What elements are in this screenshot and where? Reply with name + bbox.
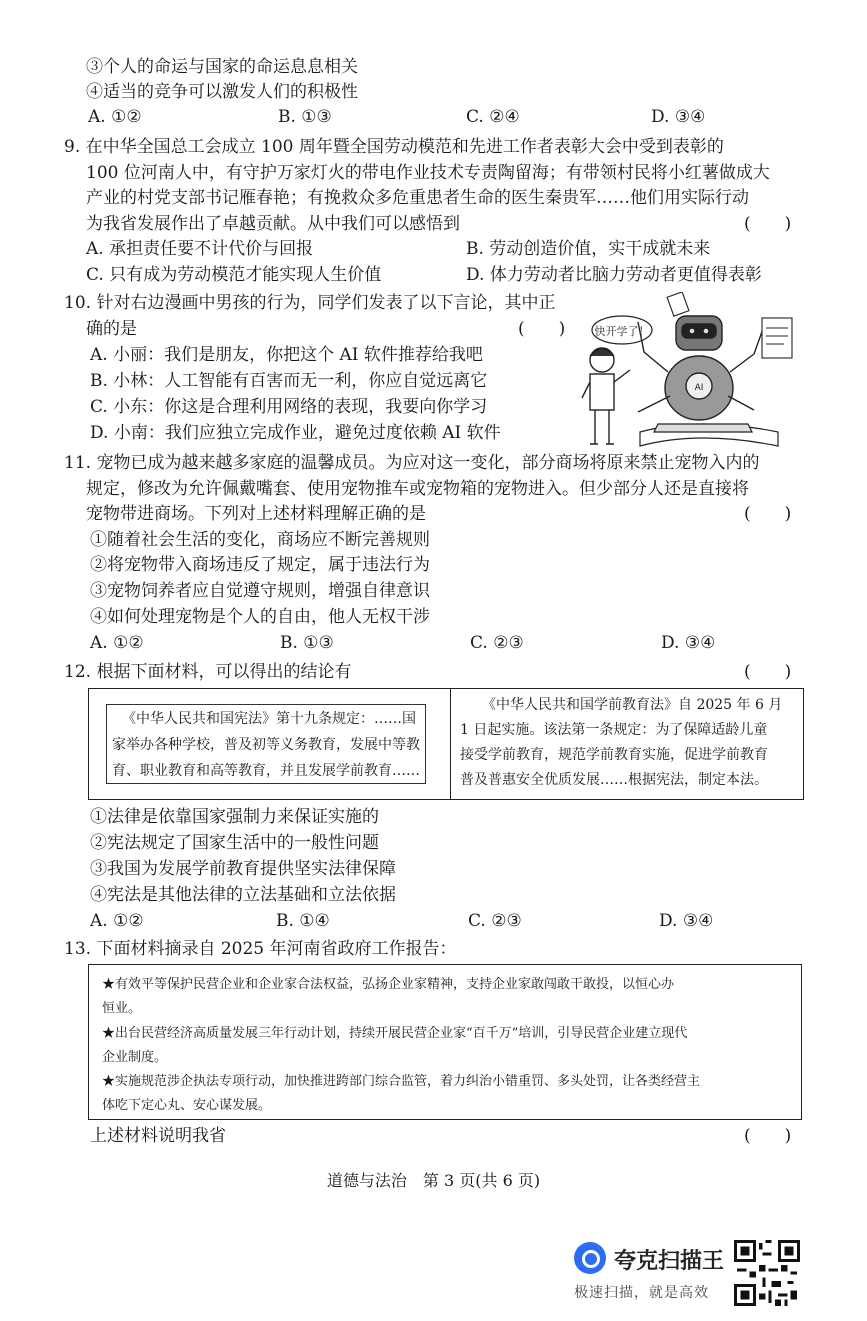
preschool-law-text-4: 普及普惠安全优质发展……根据宪法，制定本法。 <box>460 772 768 788</box>
q9-option-d: D. 体力劳动者比脑力劳动者更值得表彰 <box>466 265 762 285</box>
boy-figure <box>582 348 630 444</box>
q11-line-3: 宠物带进商场。下列对上述材料理解正确的是 <box>86 504 426 524</box>
option-c: C. ②③ <box>468 911 522 931</box>
option-d: D. ③④ <box>651 107 706 127</box>
preschool-law-text-1: 《中华人民共和国学前教育法》自 2025 年 6 月 <box>482 697 783 713</box>
option-c: C. ②④ <box>466 107 520 127</box>
q11-line-1: 11. 宠物已成为越来越多家庭的温馨成员。为应对这一变化，部分商场将原来禁止宠物入内的 <box>64 453 760 473</box>
q12-box-divider <box>450 688 451 800</box>
option-a: A. ①② <box>88 107 142 127</box>
statement-4: ④适当的竞争可以激发人们的积极性 <box>86 82 358 102</box>
q13-answer-blank[interactable]: ( ) <box>744 1126 792 1146</box>
q9-option-a: A. 承担责任要不计代价与回报 <box>86 239 314 259</box>
q13-tail: 上述材料说明我省 <box>90 1126 226 1146</box>
q11-answer-blank[interactable]: ( ) <box>744 504 792 524</box>
q9-line-3: 产业的村党支部书记雁春艳；有挽救众多危重患者生命的医生秦贵军……他们用实际行动 <box>86 188 749 208</box>
q9-line-1: 9. 在中华全国总工会成立 100 周年暨全国劳动模范和先进工作者表彰大会中受到表彰的 <box>64 137 724 157</box>
q12-statement-3: ③我国为发展学前教育提供坚实法律保障 <box>90 859 396 879</box>
q11-statement-2: ②将宠物带入商场违反了规定，属于违法行为 <box>90 555 430 575</box>
q11-statement-1: ①随着社会生活的变化，商场应不断完善规则 <box>90 530 430 550</box>
q10-line-1: 10. 针对右边漫画中男孩的行为，同学们发表了以下言论，其中正 <box>64 293 556 313</box>
page-footer: 道德与法治 第 3 页(共 6 页) <box>326 1171 541 1190</box>
report-text-5: ★实施规范涉企执法专项行动，加快推进跨部门综合监管，着力纠治小错重罚、多头处罚，让各类经营主 <box>102 1074 701 1089</box>
q9-option-c: C. 只有成为劳动模范才能实现人生价值 <box>86 265 382 285</box>
q10-answer-blank[interactable]: ( ) <box>518 319 566 339</box>
q12-answer-blank[interactable]: ( ) <box>744 662 792 682</box>
option-d: D. ③④ <box>659 911 714 931</box>
ai-cartoon-illustration <box>578 292 808 450</box>
q12-statement-2: ②宪法规定了国家生活中的一般性问题 <box>90 833 379 853</box>
preschool-law-text-2: 1 日起实施。该法第一条规定：为了保障适龄儿童 <box>460 722 768 738</box>
option-b: B. ①③ <box>280 633 334 653</box>
report-text-3: ★出台民营经济高质量发展三年行动计划，持续开展民营企业家“百千万”培训，引导民营企业建立现代 <box>102 1026 688 1041</box>
q10-line-2: 确的是 <box>86 319 137 339</box>
q9-answer-blank[interactable]: ( ) <box>744 214 792 234</box>
preschool-law-text-3: 接受学前教育，规范学前教育实施，促进学前教育 <box>460 747 768 763</box>
q9-option-b: B. 劳动创造价值，实干成就未来 <box>466 239 711 259</box>
report-text-2: 恒业。 <box>102 1001 142 1016</box>
constitution-text-3: 育、职业教育和高等教育，并且发展学前教育…… <box>112 763 420 779</box>
report-text-1: ★有效平等保护民营企业和企业家合法权益，弘扬企业家精神，支持企业家敢闯敢干敢投，以恒心办 <box>102 977 675 992</box>
constitution-text-1: 《中华人民共和国宪法》第十九条规定：……国 <box>122 711 416 727</box>
option-a: A. ①② <box>90 633 144 653</box>
robot-chest-label: AI <box>694 383 704 393</box>
q9-line-4: 为我省发展作出了卓越贡献。从中我们可以感悟到 <box>86 214 460 234</box>
scanner-slogan: 极速扫描，就是高效 <box>574 1285 709 1301</box>
report-text-6: 体吃下定心丸、安心谋发展。 <box>102 1098 272 1113</box>
q13-stem: 13. 下面材料摘录自 2025 年河南省政府工作报告： <box>64 939 457 959</box>
constitution-text-2: 家举办各种学校，普及初等义务教育，发展中等教 <box>112 737 420 753</box>
option-a: A. ①② <box>90 911 144 931</box>
quark-logo-icon <box>574 1242 606 1274</box>
q12-statement-1: ①法律是依靠国家强制力来保证实施的 <box>90 807 379 827</box>
q12-statement-4: ④宪法是其他法律的立法基础和立法依据 <box>90 885 396 905</box>
qr-code-icon[interactable] <box>734 1240 800 1306</box>
q11-statement-4: ④如何处理宠物是个人的自由，他人无权干涉 <box>90 607 430 627</box>
robot-figure <box>638 316 764 420</box>
q9-line-2: 100 位河南人中，有守护万家灯火的带电作业技术专责陶留海；有带领村民将小红薯做成大 <box>86 163 770 183</box>
option-d: D. ③④ <box>661 633 716 653</box>
q10-option-d: D. 小南：我们应独立完成作业，避免过度依赖 AI 软件 <box>90 423 501 443</box>
q10-option-b: B. 小林：人工智能有百害而无一利，你应自觉远离它 <box>90 371 488 391</box>
speech-bubble-text: 快开学了！ <box>594 325 650 338</box>
q12-stem: 12. 根据下面材料，可以得出的结论有 <box>64 662 352 682</box>
book-stack-icon <box>640 424 778 446</box>
q10-option-c: C. 小东：你这是合理利用网络的表现，我要向你学习 <box>90 397 488 417</box>
q10-option-a: A. 小丽：我们是朋友，你把这个 AI 软件推荐给我吧 <box>90 345 483 365</box>
statement-3: ③个人的命运与国家的命运息息相关 <box>86 57 358 77</box>
option-b: B. ①③ <box>278 107 332 127</box>
report-text-4: 企业制度。 <box>102 1050 168 1065</box>
q11-line-2: 规定，修改为允许佩戴嘴套、使用宠物推车或宠物箱的宠物进入。但少部分人还是直接将 <box>86 479 749 499</box>
scanner-app-name: 夸克扫描王 <box>614 1249 725 1274</box>
q11-statement-3: ③宠物饲养者应自觉遵守规则，增强自律意识 <box>90 581 430 601</box>
option-b: B. ①④ <box>276 911 330 931</box>
option-c: C. ②③ <box>470 633 524 653</box>
